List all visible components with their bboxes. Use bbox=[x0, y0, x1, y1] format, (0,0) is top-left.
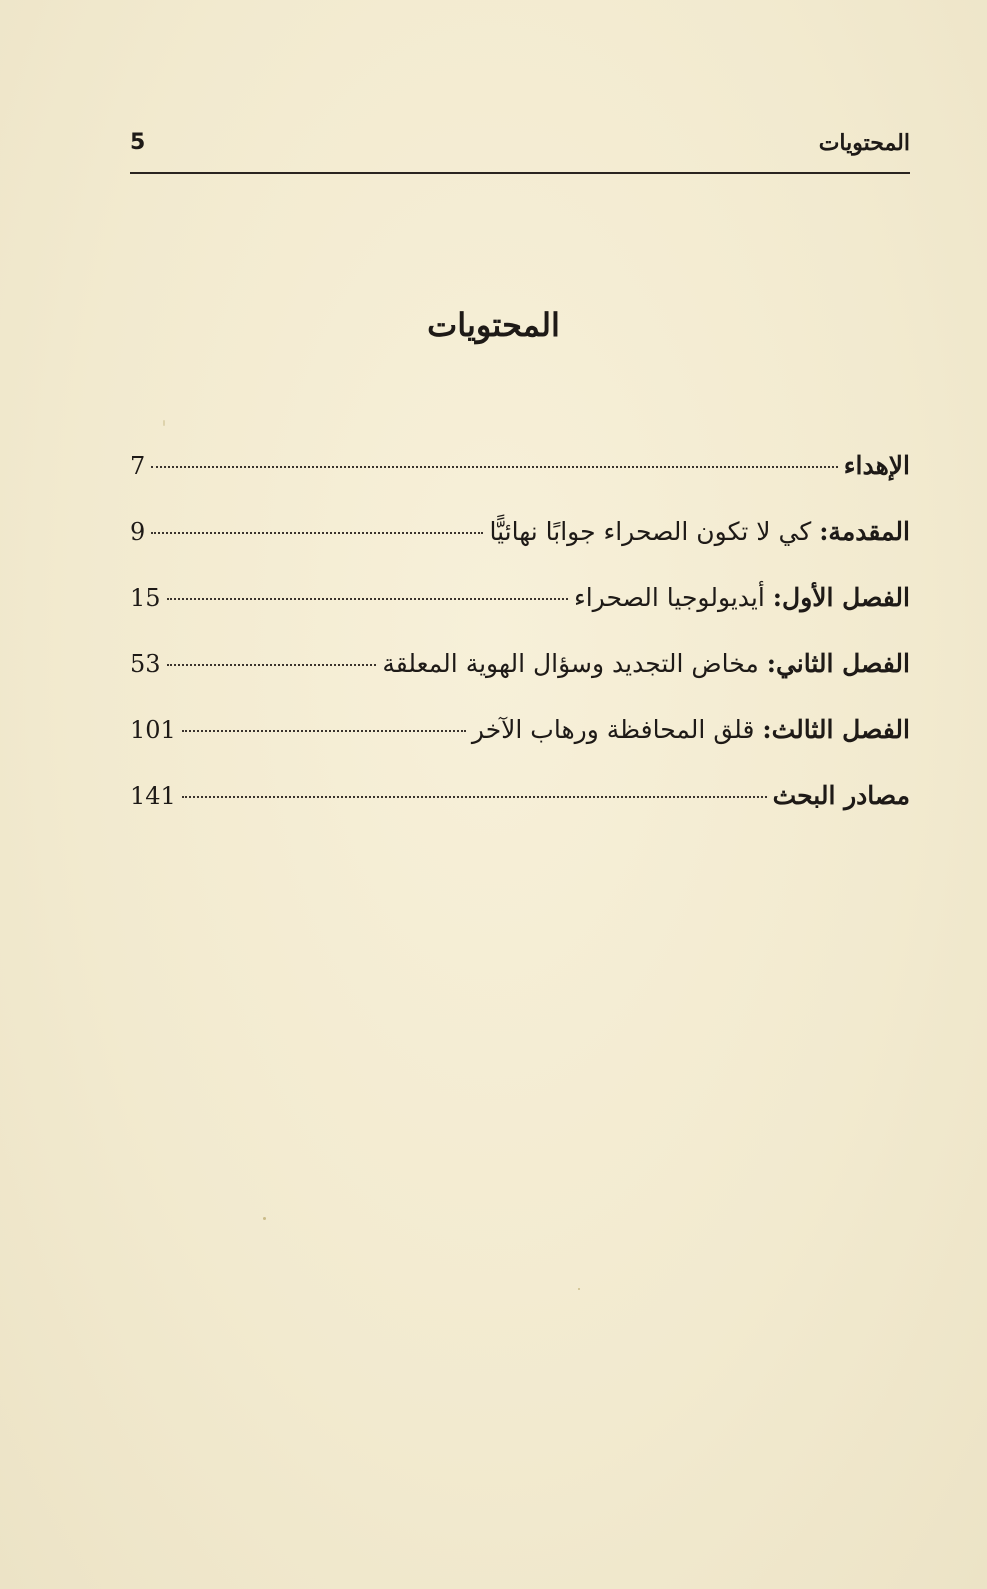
paper-speck bbox=[263, 1217, 266, 1220]
toc-entry-chapter-2 bbox=[130, 644, 910, 710]
toc-entry-chapter-3 bbox=[130, 710, 910, 776]
toc-page-number: 7 bbox=[130, 452, 146, 480]
toc-entry-dedication bbox=[130, 446, 910, 512]
toc-label bbox=[472, 710, 910, 750]
toc-page-number: 141 bbox=[130, 782, 176, 810]
toc-label bbox=[844, 446, 910, 486]
dot-leader bbox=[151, 466, 838, 468]
running-title: المحتويات bbox=[818, 130, 910, 156]
toc-page-number: 101 bbox=[130, 716, 176, 744]
paper-speck bbox=[163, 420, 165, 426]
page-number: 5 bbox=[130, 130, 146, 155]
running-header bbox=[130, 128, 910, 174]
toc-heading: المحتويات bbox=[427, 306, 560, 344]
toc-title: كي لا تكون الصحراء جوابًا نهائيًّا bbox=[489, 517, 812, 546]
toc-label bbox=[773, 776, 910, 816]
dot-leader bbox=[167, 664, 377, 666]
paper-speck bbox=[578, 1288, 580, 1290]
toc-prefix: الفصل الثاني: bbox=[766, 649, 910, 678]
toc-prefix: المقدمة: bbox=[819, 517, 910, 546]
dot-leader bbox=[167, 598, 568, 600]
toc-prefix: مصادر البحث bbox=[772, 781, 910, 810]
toc-title: أيديولوجيا الصحراء bbox=[573, 583, 765, 612]
dot-leader bbox=[182, 796, 767, 798]
table-of-contents bbox=[130, 446, 910, 842]
toc-page-number: 53 bbox=[130, 650, 161, 678]
toc-entry-sources bbox=[130, 776, 910, 842]
toc-page-number: 9 bbox=[130, 518, 146, 546]
dot-leader bbox=[151, 532, 483, 534]
toc-label bbox=[574, 578, 910, 618]
toc-prefix: الإهداء bbox=[843, 451, 910, 480]
toc-page-number: 15 bbox=[130, 584, 161, 612]
toc-entry-introduction bbox=[130, 512, 910, 578]
toc-label bbox=[489, 512, 910, 552]
toc-prefix: الفصل الأول: bbox=[772, 583, 910, 612]
toc-entry-chapter-1 bbox=[130, 578, 910, 644]
toc-label bbox=[382, 644, 910, 684]
dot-leader bbox=[182, 730, 466, 732]
toc-prefix: الفصل الثالث: bbox=[762, 715, 910, 744]
toc-title: قلق المحافظة ورهاب الآخر bbox=[471, 715, 755, 744]
toc-title: مخاض التجديد وسؤال الهوية المعلقة bbox=[382, 649, 759, 678]
